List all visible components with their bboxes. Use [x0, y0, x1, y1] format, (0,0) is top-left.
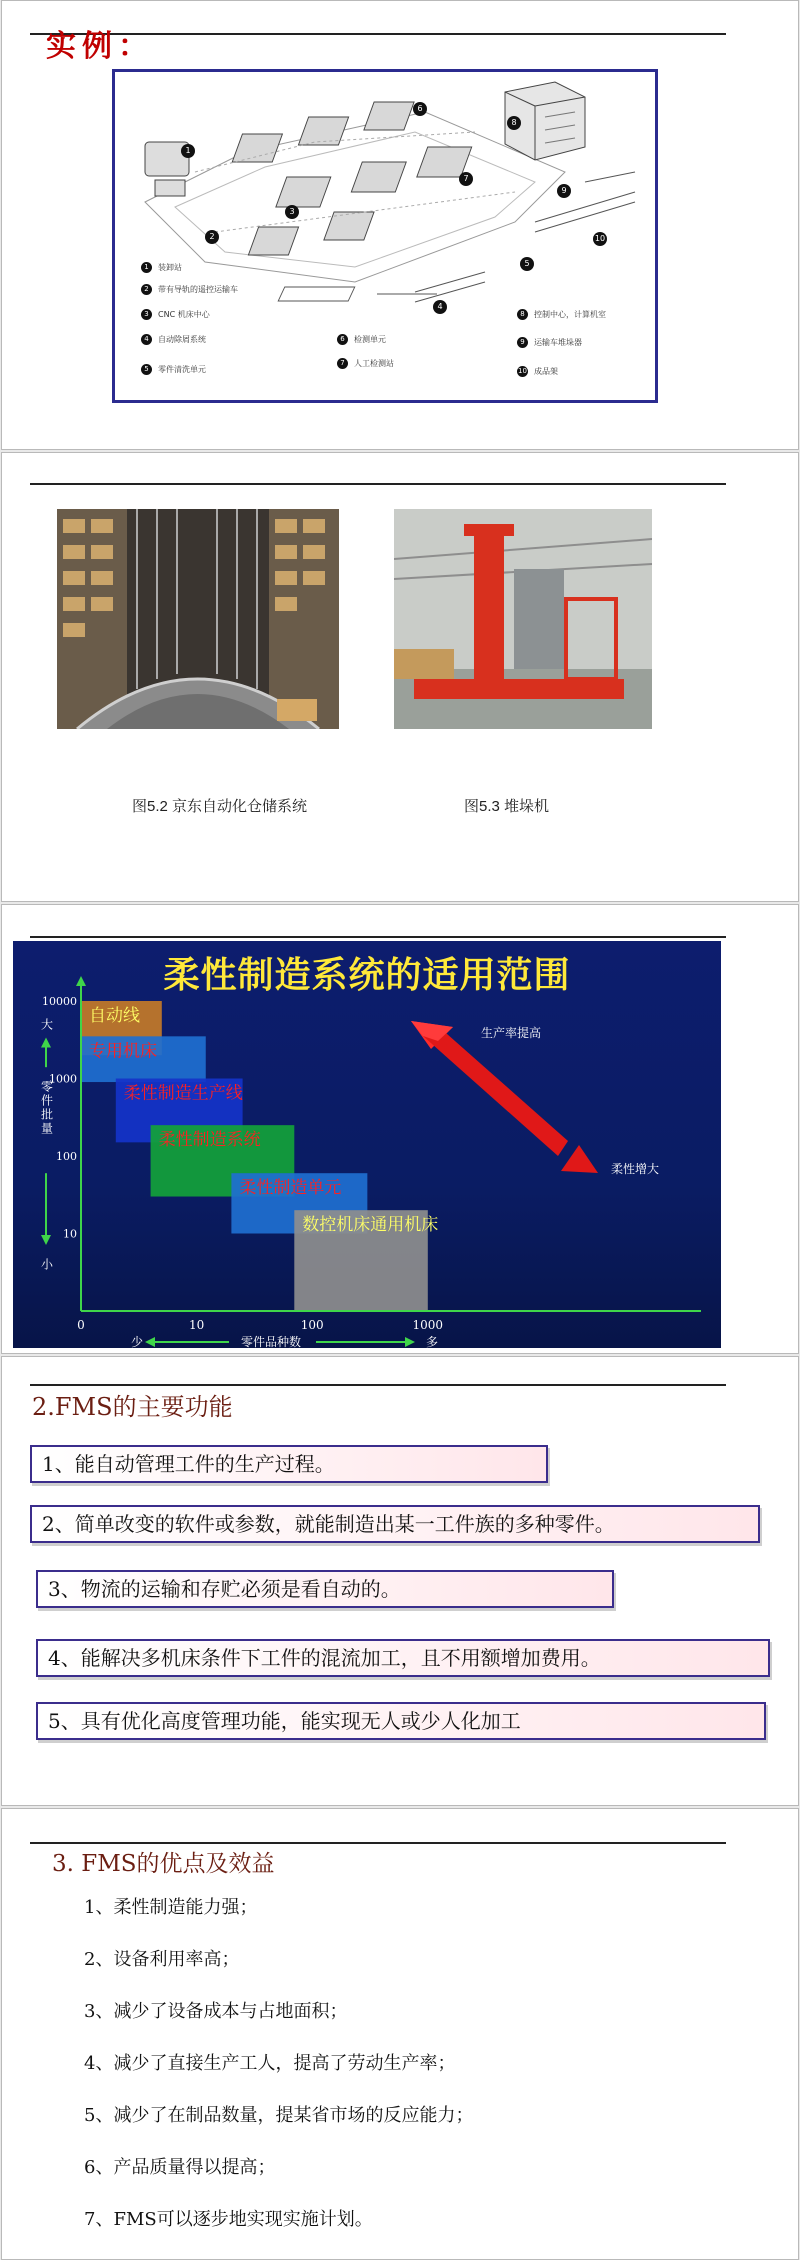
legend-number: 9: [517, 337, 528, 348]
advantage-item: 6、产品质量得以提高；: [84, 2157, 276, 2178]
fms-plant-diagram: [112, 69, 658, 403]
legend-item: [141, 309, 210, 320]
function-item: 5、具有优化高度管理功能，能实现无人或少人化加工: [36, 1702, 766, 1740]
callout-1: 1: [181, 144, 195, 158]
legend-number: 3: [141, 309, 152, 320]
y-up-arrow-head: [41, 1038, 51, 1048]
legend-text: 人工检测站: [354, 359, 394, 368]
legend-item: [141, 334, 206, 345]
section-title: 2.FMS的主要功能: [32, 1393, 233, 1421]
y-tick-label: 10: [63, 1227, 77, 1241]
warehouse-illustration: [57, 509, 339, 729]
x-tick-label: 1000: [412, 1318, 444, 1332]
trend-arrow-shaft: [423, 1026, 568, 1156]
region-label: 柔性制造系统: [158, 1130, 261, 1151]
region-label: 数控机床通用机床: [302, 1215, 439, 1236]
stacker-crane-photo: [394, 509, 652, 729]
slide-rule: [30, 1384, 726, 1386]
y-tick-label: 100: [56, 1150, 77, 1163]
callout-5: 5: [520, 257, 534, 271]
arrow-label: 柔性增大: [611, 1162, 660, 1176]
callout-4: 4: [433, 300, 447, 314]
slide-rule: [30, 1842, 726, 1844]
callout-7: 7: [459, 172, 473, 186]
legend-number: 7: [337, 358, 348, 369]
x-range-word: 少: [131, 1335, 144, 1348]
x-tick-label: 100: [300, 1318, 324, 1332]
advantage-item: 3、减少了设备成本与占地面积；: [84, 2001, 348, 2022]
legend-number: 10: [518, 367, 527, 375]
legend-item: [337, 358, 394, 369]
advantage-item: 7、FMS可以逐步地实现实施计划。: [84, 2209, 373, 2230]
section-title: 3. FMS的优点及效益: [52, 1851, 275, 1877]
slide-example: [1, 0, 799, 450]
chart-title: 柔性制造系统的适用范围: [163, 955, 571, 996]
arrow-label: 生产率提高: [481, 1026, 542, 1040]
figure-caption: 图5.2 京东自动化仓储系统: [132, 798, 308, 815]
function-item: 2、简单改变的软件或参数，就能制造出某一工件族的多种零件。: [30, 1505, 760, 1543]
legend-number: 5: [141, 364, 152, 375]
y-axis-arrow: [76, 976, 86, 986]
warehouse-photo: [57, 509, 339, 729]
legend-text: 带有导轨的遥控运输车: [158, 285, 238, 294]
slide-rule: [30, 483, 726, 485]
callout-3: 3: [285, 205, 299, 219]
advantage-item: 1、柔性制造能力强；: [84, 1897, 258, 1918]
trend-arrow-head-bottom: [561, 1145, 598, 1173]
legend-text: 控制中心，计算机室: [534, 310, 606, 319]
callout-8: 8: [507, 116, 521, 130]
legend-item: [517, 366, 558, 377]
legend-item: [141, 262, 182, 273]
advantage-item: 5、减少了在制品数量，提某省市场的反应能力；: [84, 2105, 474, 2126]
y-tick-label: 1000: [49, 1072, 77, 1086]
legend-text: 检测单元: [354, 335, 386, 344]
x-tick-label: 0: [77, 1318, 85, 1332]
slide-title: 实例：: [46, 29, 154, 64]
y-tick-label: 10000: [42, 995, 77, 1008]
legend-item: [337, 334, 386, 345]
x-axis-label: 零件品种数: [241, 1335, 302, 1348]
function-item: 4、能解决多机床条件下工件的混流加工，且不用额增加费用。: [36, 1639, 770, 1677]
region-label: 自动线: [89, 1006, 140, 1026]
plant-layout-drawing: [115, 72, 655, 400]
advantage-item: 2、设备利用率高；: [84, 1949, 240, 1970]
chart-canvas: [13, 941, 721, 1348]
x-range-word: 多: [426, 1335, 439, 1348]
y-range-word: 大: [41, 1017, 54, 1032]
region-label: 柔性制造生产线: [123, 1083, 243, 1104]
slide-fms-range-chart: [1, 904, 799, 1354]
callout-9: 9: [557, 184, 571, 198]
callout-10: 10: [593, 232, 607, 246]
callout-6: 6: [413, 102, 427, 116]
legend-text: CNC 机床中心: [158, 310, 210, 319]
y-axis-label: 零件批量: [41, 1079, 54, 1136]
y-down-arrow-head: [41, 1235, 51, 1245]
legend-text: 成品架: [534, 367, 558, 376]
function-item: 3、物流的运输和存贮必须是看自动的。: [36, 1570, 614, 1608]
legend-number: 4: [141, 334, 152, 345]
legend-text: 装卸站: [158, 263, 182, 272]
legend-text: 运输车堆垛器: [534, 338, 582, 347]
legend-item: [517, 309, 606, 320]
legend-number: 6: [337, 334, 348, 345]
legend-item: [141, 284, 238, 295]
legend-number: 1: [141, 262, 152, 273]
chart-panel: [13, 941, 721, 1348]
x-left-arrow-head: [145, 1337, 155, 1347]
region-label: 专用机床: [89, 1041, 157, 1062]
stacker-crane-illustration: [394, 509, 652, 729]
legend-text: 零件清洗单元: [158, 365, 206, 374]
legend-item: [517, 337, 582, 348]
slide-warehouse: [1, 452, 799, 902]
figure-caption: 图5.3 堆垛机: [464, 798, 550, 815]
slide-main-functions: [1, 1356, 799, 1806]
function-item: 1、能自动管理工件的生产过程。: [30, 1445, 548, 1483]
advantage-item: 4、减少了直接生产工人，提高了劳动生产率；: [84, 2053, 456, 2074]
x-tick-label: 10: [188, 1318, 205, 1332]
y-range-word: 小: [41, 1257, 54, 1272]
legend-number: 8: [517, 309, 528, 320]
slide-rule: [30, 936, 726, 938]
slide-advantages: [1, 1808, 799, 2260]
legend-text: 自动除屑系统: [158, 335, 206, 344]
region-label: 柔性制造单元: [239, 1178, 342, 1199]
x-right-arrow-head: [405, 1337, 415, 1347]
callout-2: 2: [205, 230, 219, 244]
legend-number: 2: [141, 284, 152, 295]
legend-item: [141, 364, 206, 375]
